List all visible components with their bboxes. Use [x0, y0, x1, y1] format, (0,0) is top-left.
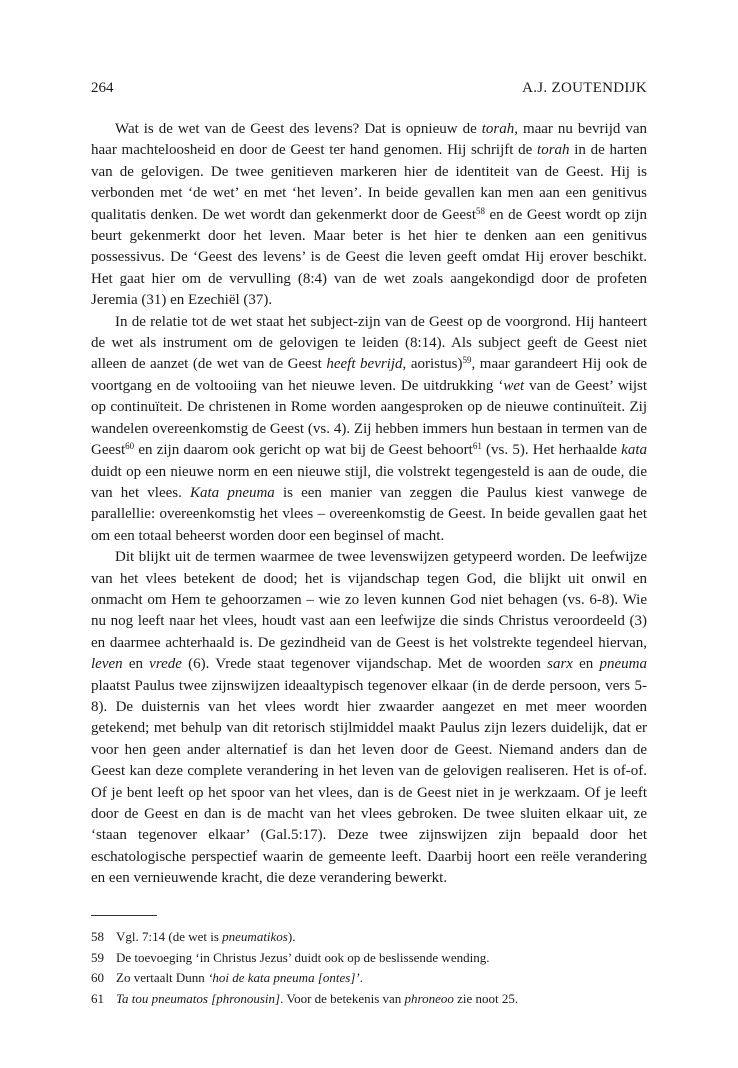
- italic-text: Ta tou pneumatos [phronousin]: [116, 990, 281, 1006]
- footnote: [91, 989, 647, 1010]
- italic-text: vrede: [149, 656, 182, 673]
- italic-text: pneumatikos: [222, 929, 288, 944]
- text-run: Wat is de wet van de Geest des levens? Dat is opnieuw de: [115, 121, 482, 137]
- italic-text: Kata pneuma: [190, 484, 275, 501]
- page-number: 264: [91, 80, 114, 96]
- italic-text: phroneoo: [404, 990, 454, 1006]
- footnote-text: [116, 927, 295, 948]
- text-run: in de harten van de gelovigen. De twee genitieven markeren hier de identiteit van de Geest. Hij is verbonden met ‘de wet’ en met ‘het leven’. In beide gevallen kan men aan een genitivus qualitatis denken. De wet wordt dan gekenmerkt door de Geest: [91, 142, 647, 223]
- text-run: , maar garandeert Hij ook de voortgang en de voltooiing van het nieuwe leven. De uitdrukking ‘: [91, 356, 648, 394]
- footnote-number: 60: [91, 970, 104, 985]
- text-run: is een manier van zeggen die Paulus kiest vanwege de parallellie: overeenkomstig het vlees – overeenkomstig de Geest. In beide gevallen gaat het om een totaal beheerst worden door een beginsel of macht.: [91, 484, 647, 544]
- italic-text: torah: [481, 121, 515, 137]
- text-run: (6). Vrede staat tegenover vijandschap. Met de woorden: [181, 656, 548, 673]
- footnote-ref: 58: [476, 205, 486, 216]
- italic-text: leven: [91, 656, 123, 673]
- text-run: . Voor de betekenis van: [280, 990, 405, 1006]
- footnote-text: [116, 989, 518, 1010]
- body-text: [91, 119, 647, 890]
- italic-text: torah: [537, 142, 570, 159]
- text-run: (vs. 5). Het herhaalde: [481, 442, 622, 459]
- text-run: en zijn daarom ook gericht op wat bij de Geest behoort: [134, 442, 473, 459]
- footnote-text: [116, 968, 363, 989]
- footnote-number: 61: [91, 990, 104, 1006]
- footnote: [91, 948, 647, 969]
- text-run: en: [122, 656, 150, 673]
- text-run: In de relatie tot de wet staat het subject-zijn van de Geest op de voorgrond. Hij hanteert de wet als instrument om de gelovigen te leiden (8:14). Als subject geeft de Geest niet alleen de aanzet (de wet van de Geest: [91, 313, 647, 373]
- text-run: Dit blijkt uit de termen waarmee de twee levenswijzen getypeerd worden. De leefwijze van het vlees betekent de dood; het is vijandschap tegen God, die blijkt uit onwil en onmacht om Hem te gehoorzamen – wie zo leven kunnen God niet behagen (vs. 6-8). Wie nu nog leeft naar het vlees, houdt vast aan een leefwijze die sinds Christus veroordeeld (3) en daarmee achterhaald is. De gezindheid van de Geest is het volstrekte tegendeel hiervan,: [91, 549, 647, 651]
- text-run: en de Geest wordt op zijn beurt gekenmerkt door het leven. Maar beter is het hier te denken aan een genitivus possessivus. De ‘Geest des levens’ is de Geest die leven geeft omdat Hij erover beschikt. Het gaat hier om de vervulling (8:4) van de wet zoals aangekondigd door de profeten Jeremia (31) en Ezechiël (37).: [91, 206, 647, 309]
- italic-text: pneuma: [599, 656, 647, 673]
- text-run: ).: [287, 929, 296, 944]
- text-run: .: [359, 970, 363, 985]
- text-run: van de Geest’ wijst op continuïteit. De christenen in Rome worden aangesproken op de nieuwe continuïteit. Zij wandelen overeenkomstig de Geest (vs. 4). Zij hebben immers hun bestaan in termen van de Geest: [91, 377, 647, 459]
- text-run: plaatst Paulus twee zijnswijzen ideaaltypisch tegenover elkaar (in de derde persoon, vers 5-8). De duisternis van het vlees wordt hier zwaarder aangezet en met meer woorden getekend; met behulp van dit retorisch stijlmiddel maakt Paulus zijn lezers duidelijk, dat er voor hen geen ander alternatief is dan het leven door de Geest. Niemand anders dan de Geest kan deze complete verandering in het leven van de gelovigen realiseren. Het is of-of. Of je bent leeft op het spoor van het vlees, dan is de Geest niet in je werkzaam. Of je leeft door de Geest en dan is de macht van het vlees gebroken. De twee sluiten elkaar uit, ze ‘staan tegenover elkaar’ (Gal.5:17). Deze twee zijnswijzen zijn bepaald door het eschatologische perspectief waarin de gemeente leeft. Daarbij hoort een reële verandering en een vernieuwende kracht, die deze verandering bewerkt.: [91, 677, 647, 887]
- paragraph: [91, 312, 647, 547]
- italic-text: kata: [621, 442, 647, 459]
- text-run: zie noot 25.: [453, 990, 519, 1006]
- text-run: Vgl. 7:14 (de wet is: [116, 929, 223, 944]
- footnote-number: 59: [91, 949, 104, 965]
- text-run: Zo vertaalt Dunn: [116, 970, 209, 985]
- paragraph: [91, 119, 647, 312]
- footnote-ref: 59: [462, 355, 472, 366]
- italic-text: wet: [503, 377, 525, 394]
- running-head: A.J. ZOUTENDIJK: [522, 80, 647, 96]
- italic-text: ‘hoi de kata pneuma [ontes]’: [208, 970, 360, 985]
- footnote: [91, 968, 647, 989]
- footnote-divider: [91, 915, 157, 916]
- paragraph: [91, 547, 647, 890]
- text-run: , maar nu bevrijd van haar machteloosheid en door de Geest ter hand genomen. Hij schrijft de: [91, 121, 647, 159]
- footnote-ref: 60: [125, 441, 135, 452]
- italic-text: heeft bevrijd: [326, 356, 403, 373]
- footnote-number: 58: [91, 929, 104, 944]
- italic-text: sarx: [547, 656, 573, 673]
- footnote: [91, 927, 647, 948]
- text-run: en: [572, 656, 600, 673]
- text-run: , aoristus): [402, 356, 463, 373]
- footnotes: [91, 927, 647, 1009]
- footnote-ref: 61: [472, 441, 482, 452]
- footnote-text: [116, 948, 489, 969]
- text-run: De toevoeging ‘in Christus Jezus’ duidt ook op de beslissende wending.: [116, 949, 490, 965]
- text-run: duidt op een nieuwe norm en een nieuwe stijl, die volstrekt tegengesteld is aan de oude, die van het vlees.: [91, 463, 647, 501]
- page-header: [91, 80, 647, 100]
